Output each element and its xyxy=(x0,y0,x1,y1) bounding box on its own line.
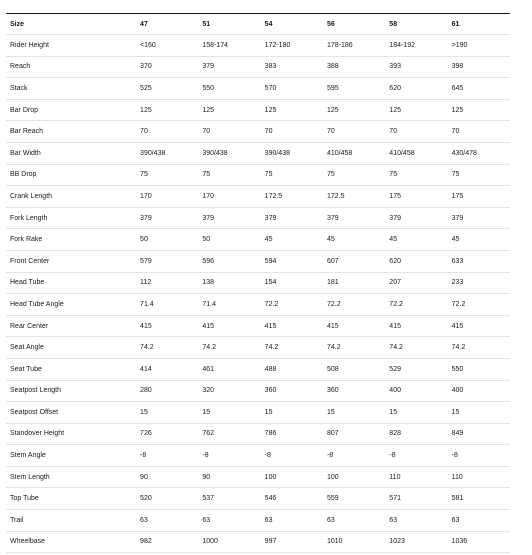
table-cell: 982 xyxy=(140,538,152,546)
table-cell: 125 xyxy=(326,106,339,114)
table-row xyxy=(6,164,510,186)
table-cell: 63 xyxy=(264,516,273,524)
table-cell: 63 xyxy=(389,516,398,524)
table-cell: 74.2 xyxy=(389,344,403,352)
table-cell: 175 xyxy=(389,192,401,200)
table-cell: 393 xyxy=(389,63,401,71)
table-cell: 63 xyxy=(140,516,148,524)
table-cell: 390/438 xyxy=(140,149,166,157)
table-cell: 595 xyxy=(326,84,339,92)
table-cell: 70 xyxy=(140,128,148,136)
table-cell: 50 xyxy=(140,236,148,244)
table-cell: 550 xyxy=(202,84,215,92)
row-label: Seatpost Length xyxy=(10,387,61,395)
table-cell: 154 xyxy=(264,279,277,287)
table-cell: -8 xyxy=(326,452,334,460)
table-cell: 415 xyxy=(264,322,277,330)
table-cell: 379 xyxy=(140,214,152,222)
table-cell: 379 xyxy=(264,214,277,222)
table-cell: 125 xyxy=(264,106,277,114)
table-cell: 537 xyxy=(202,495,215,503)
table-cell: 63 xyxy=(202,516,211,524)
table-cell: 181 xyxy=(326,279,339,287)
table-cell: 520 xyxy=(140,495,152,503)
row-label: Reach xyxy=(10,63,31,71)
table-row xyxy=(6,35,510,57)
table-row xyxy=(6,56,510,78)
table-cell: 379 xyxy=(389,214,401,222)
table-cell: 72.2 xyxy=(451,300,466,308)
table-row xyxy=(6,531,510,553)
table-cell: 398 xyxy=(451,63,464,71)
table-cell: 280 xyxy=(140,387,152,395)
table-cell: 45 xyxy=(264,236,273,244)
header-row xyxy=(6,14,510,35)
table-cell: 112 xyxy=(140,279,152,287)
table-cell: 110 xyxy=(389,473,401,481)
table-cell: 388 xyxy=(326,63,339,71)
table-cell: 414 xyxy=(140,365,152,373)
row-label: Stem Angle xyxy=(10,452,46,460)
table-cell: 1010 xyxy=(326,538,343,546)
table-cell: 170 xyxy=(202,192,215,200)
header-size-56: 56 xyxy=(326,20,335,28)
row-label: Standover Height xyxy=(10,430,65,438)
table-cell: 125 xyxy=(451,106,464,114)
table-cell: 360 xyxy=(264,387,277,395)
row-label: Trail xyxy=(10,516,24,524)
table-cell: -8 xyxy=(389,452,396,460)
row-label: Seat Tube xyxy=(10,365,42,373)
table-cell: 70 xyxy=(326,128,335,136)
table-cell: 110 xyxy=(451,473,463,481)
table-cell: 461 xyxy=(202,365,215,373)
table-cell: 508 xyxy=(326,365,339,373)
row-label: Head Tube xyxy=(10,279,45,287)
table-cell: 1036 xyxy=(451,538,468,546)
table-cell: 172.5 xyxy=(264,192,283,200)
table-row xyxy=(6,315,510,337)
table-cell: 997 xyxy=(264,538,277,546)
table-cell: 430/478 xyxy=(451,149,477,157)
table-cell: 15 xyxy=(451,408,460,416)
table-cell: 379 xyxy=(451,214,464,222)
row-label: Front Center xyxy=(10,257,50,265)
table-row xyxy=(6,510,510,532)
table-row xyxy=(6,99,510,121)
table-cell: 74.2 xyxy=(451,344,466,352)
row-label: Seat Angle xyxy=(10,344,44,352)
row-label: Fork Length xyxy=(10,214,48,222)
table-cell: 807 xyxy=(326,430,339,438)
table-cell: 172-180 xyxy=(264,41,291,49)
table-cell: 75 xyxy=(140,171,148,179)
table-cell: 125 xyxy=(389,106,401,114)
table-cell: 390/438 xyxy=(202,149,228,157)
table-cell: 72.2 xyxy=(389,300,403,308)
table-cell: >190 xyxy=(451,41,468,49)
table-row xyxy=(6,294,510,316)
table-cell: 488 xyxy=(264,365,277,373)
table-row xyxy=(6,78,510,100)
row-label: Fork Rake xyxy=(10,236,43,244)
table-cell: 63 xyxy=(451,516,460,524)
table-cell: 370 xyxy=(140,63,152,71)
table-row xyxy=(6,380,510,402)
table-cell: 1023 xyxy=(389,538,405,546)
table-cell: 15 xyxy=(202,408,211,416)
table-cell: 15 xyxy=(140,408,148,416)
table-row xyxy=(6,229,510,251)
table-cell: 762 xyxy=(202,430,215,438)
table-cell: 786 xyxy=(264,430,277,438)
row-label: Rider Height xyxy=(10,41,49,49)
table-cell: 415 xyxy=(202,322,215,330)
table-cell: 170 xyxy=(140,192,152,200)
table-cell: 138 xyxy=(202,279,215,287)
table-cell: 320 xyxy=(202,387,215,395)
table-row xyxy=(6,272,510,294)
table-row xyxy=(6,488,510,510)
table-cell: 75 xyxy=(264,171,273,179)
table-cell: 125 xyxy=(202,106,215,114)
table-cell: 379 xyxy=(202,63,215,71)
table-cell: 63 xyxy=(326,516,335,524)
table-cell: 70 xyxy=(451,128,460,136)
table-row xyxy=(6,402,510,424)
table-cell: 125 xyxy=(140,106,152,114)
table-cell: 400 xyxy=(389,387,401,395)
table-cell: 75 xyxy=(389,171,398,179)
table-row xyxy=(6,358,510,380)
row-label: Crank Length xyxy=(10,192,53,200)
table-cell: 90 xyxy=(202,473,211,481)
table-cell: 620 xyxy=(389,257,401,265)
table-cell: 400 xyxy=(451,387,464,395)
row-label: Bar Reach xyxy=(10,128,44,136)
table-row xyxy=(6,250,510,272)
table-cell: 383 xyxy=(264,63,277,71)
table-cell: 71.4 xyxy=(140,300,154,308)
row-label: Bar Width xyxy=(10,149,41,157)
table-cell: 570 xyxy=(264,84,277,92)
row-label: Top Tube xyxy=(10,495,39,503)
table-cell: 390/438 xyxy=(264,149,290,157)
table-cell: 50 xyxy=(202,236,211,244)
row-label: Wheelbase xyxy=(10,538,46,546)
table-cell: 559 xyxy=(326,495,339,503)
table-cell: 45 xyxy=(389,236,398,244)
table-cell: 74.2 xyxy=(140,344,154,352)
row-label: BB Drop xyxy=(10,171,37,179)
table-cell: 45 xyxy=(451,236,460,244)
table-cell: 184-192 xyxy=(389,41,415,49)
table-cell: 175 xyxy=(451,192,464,200)
table-cell: 550 xyxy=(451,365,464,373)
header-size-61: 61 xyxy=(451,20,460,28)
table-cell: 579 xyxy=(140,257,152,265)
header-size-51: 51 xyxy=(202,20,211,28)
table-cell: -8 xyxy=(140,452,147,460)
table-cell: 158-174 xyxy=(202,41,229,49)
table-cell: 596 xyxy=(202,257,215,265)
table-row xyxy=(6,121,510,143)
table-cell: 849 xyxy=(451,430,464,438)
table-cell: 828 xyxy=(389,430,401,438)
table-cell: 178-186 xyxy=(326,41,353,49)
table-cell: -8 xyxy=(264,452,271,460)
table-row xyxy=(6,466,510,488)
row-label: Rear Center xyxy=(10,322,49,330)
table-cell: 70 xyxy=(202,128,211,136)
header-size-54: 54 xyxy=(264,20,273,28)
table-body xyxy=(6,35,510,553)
table-cell: 15 xyxy=(389,408,398,416)
table-cell: 410/458 xyxy=(326,149,353,157)
table-cell: -8 xyxy=(451,452,458,460)
table-cell: 75 xyxy=(326,171,335,179)
table-cell: -8 xyxy=(202,452,209,460)
table-cell: 207 xyxy=(389,279,401,287)
table-cell: 415 xyxy=(140,322,152,330)
table-cell: 233 xyxy=(451,279,464,287)
table-cell: 74.2 xyxy=(264,344,279,352)
table-row xyxy=(6,423,510,445)
table-cell: <160 xyxy=(140,41,156,49)
table-cell: 415 xyxy=(451,322,464,330)
row-label: Stem Length xyxy=(10,473,50,481)
table-row xyxy=(6,186,510,208)
table-cell: 90 xyxy=(140,473,148,481)
table-row xyxy=(6,207,510,229)
table-cell: 100 xyxy=(326,473,339,481)
table-cell: 645 xyxy=(451,84,464,92)
table-row xyxy=(6,445,510,467)
table-cell: 726 xyxy=(140,430,152,438)
geometry-table xyxy=(6,13,510,553)
table-cell: 379 xyxy=(326,214,339,222)
table-cell: 571 xyxy=(389,495,401,503)
table-row xyxy=(6,142,510,164)
row-label: Seatpost Offset xyxy=(10,408,59,416)
table-cell: 100 xyxy=(264,473,277,481)
table-cell: 594 xyxy=(264,257,277,265)
table-cell: 525 xyxy=(140,84,152,92)
table-cell: 172.5 xyxy=(326,192,345,200)
table-cell: 72.2 xyxy=(326,300,341,308)
table-cell: 74.2 xyxy=(326,344,341,352)
header-size-47: 47 xyxy=(140,20,148,28)
table-cell: 607 xyxy=(326,257,339,265)
table-row xyxy=(6,337,510,359)
table-cell: 581 xyxy=(451,495,464,503)
row-label: Head Tube Angle xyxy=(10,300,64,308)
table-cell: 620 xyxy=(389,84,401,92)
row-label: Bar Drop xyxy=(10,106,39,114)
table-cell: 415 xyxy=(326,322,339,330)
geometry-table-container xyxy=(6,13,510,553)
header-size-label: Size xyxy=(10,20,25,28)
table-cell: 45 xyxy=(326,236,335,244)
table-cell: 360 xyxy=(326,387,339,395)
table-cell: 75 xyxy=(202,171,211,179)
table-cell: 415 xyxy=(389,322,401,330)
table-cell: 71.4 xyxy=(202,300,216,308)
table-cell: 15 xyxy=(326,408,335,416)
table-cell: 75 xyxy=(451,171,460,179)
table-cell: 70 xyxy=(389,128,398,136)
table-cell: 529 xyxy=(389,365,401,373)
table-cell: 1000 xyxy=(202,538,218,546)
table-header xyxy=(6,14,510,35)
table-cell: 633 xyxy=(451,257,464,265)
table-cell: 546 xyxy=(264,495,277,503)
table-cell: 72.2 xyxy=(264,300,279,308)
table-cell: 74.2 xyxy=(202,344,216,352)
header-size-58: 58 xyxy=(389,20,398,28)
table-cell: 379 xyxy=(202,214,215,222)
table-cell: 70 xyxy=(264,128,273,136)
table-cell: 15 xyxy=(264,408,273,416)
row-label: Stack xyxy=(10,84,28,92)
table-cell: 410/458 xyxy=(389,149,415,157)
